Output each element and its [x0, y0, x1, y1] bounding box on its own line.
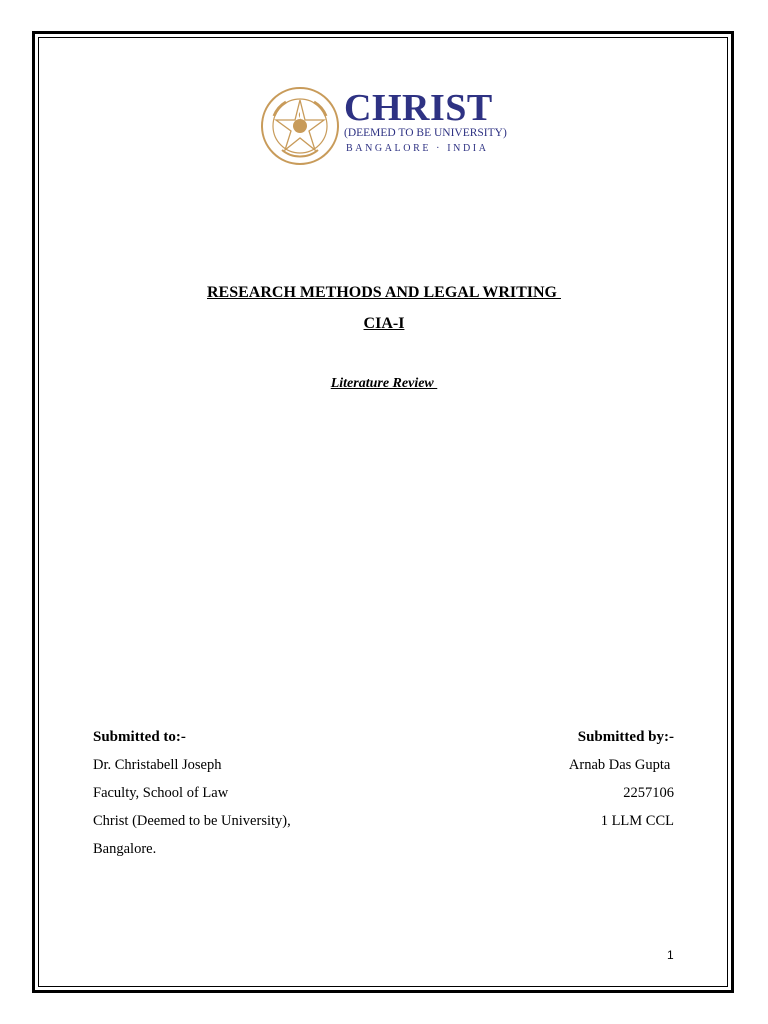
topic-title: Literature Review	[330, 376, 438, 391]
page-number: 1	[667, 948, 674, 962]
submitted-to-block	[93, 727, 291, 867]
submitted-by-name: Arnab Das Gupta	[568, 757, 674, 773]
logo-location: BANGALORE · INDIA	[346, 143, 489, 154]
submitted-to-city: Bangalore.	[93, 841, 157, 857]
logo-subtitle: (DEEMED TO BE UNIVERSITY)	[344, 127, 507, 139]
submitted-to-label: Submitted to:-	[93, 729, 186, 745]
course-title: RESEARCH METHODS AND LEGAL WRITING	[207, 284, 561, 301]
assessment-title: CIA-I	[363, 315, 405, 332]
submitted-by-class: 1 LLM CCL	[600, 813, 674, 829]
submitted-by-register-number: 2257106	[623, 785, 674, 801]
logo-wordmark: CHRIST	[344, 87, 493, 129]
submitted-by-label: Submitted by:-	[577, 729, 674, 745]
university-seal-icon	[260, 86, 340, 166]
university-logo	[260, 86, 510, 166]
submitted-to-institution: Christ (Deemed to be University),	[93, 813, 291, 829]
submitted-to-name: Dr. Christabell Joseph	[93, 757, 222, 773]
submitted-to-designation: Faculty, School of Law	[93, 785, 229, 801]
submitted-by-block	[569, 727, 674, 839]
